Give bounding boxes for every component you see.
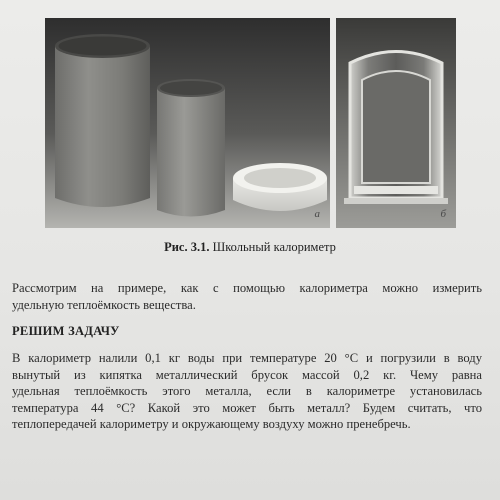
problem-paragraph (12, 350, 482, 433)
panel-b-letter: б (440, 208, 446, 220)
figure-caption (0, 240, 500, 255)
problem-line: температура 44 °С? Какой это может быть металл? Будем считать, что (12, 400, 482, 415)
calorimeter-photo-a (45, 18, 330, 228)
calorimeter-photo-b (336, 18, 456, 228)
figure-caption-label: Рис. 3.1. (164, 240, 210, 254)
panel-a-letter: а (314, 208, 320, 220)
problem-line: В калориметр налили 0,1 кг воды при температуре 20 °С и погрузили в воду (12, 351, 482, 365)
figure-caption-text: Школьный калориметр (212, 240, 336, 254)
problem-line: удельная теплоёмкость этого металла, если в калориметре установилась (12, 384, 482, 398)
intro-paragraph (12, 280, 482, 313)
assembled-calorimeter-illustration (336, 18, 456, 228)
problem-line: теплопередачей калориметру и окружающему воздуху можно пренебречь. (12, 417, 411, 431)
problem-line: вынутый из кипятка металлический брусок массой 0,2 кг. Чему равна (12, 367, 482, 382)
calorimeter-parts-illustration (45, 18, 330, 228)
intro-line: Рассмотрим на примере, как с помощью калориметра можно измерить (12, 281, 482, 295)
intro-line: удельную теплоёмкость вещества. (12, 297, 196, 312)
section-heading: РЕШИМ ЗАДАЧУ (12, 324, 120, 338)
